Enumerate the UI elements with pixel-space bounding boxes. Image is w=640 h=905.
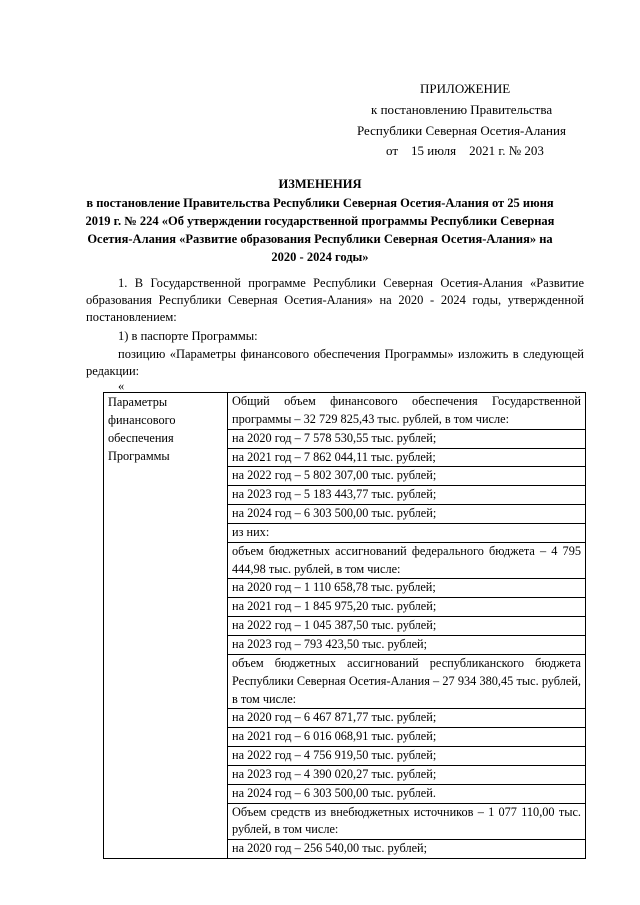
value-row: на 2020 год – 256 540,00 тыс. рублей;: [232, 841, 428, 856]
appendix-line-2: Республики Северная Осетия-Алания: [357, 123, 566, 138]
changes-title-line-3: Осетия-Алания «Развитие образования Республики Северная Осетия-Алания» на: [87, 232, 553, 246]
appendix-heading: ПРИЛОЖЕНИЕ: [420, 81, 511, 96]
value-row: на 2021 год – 1 845 975,20 тыс. рублей;: [228, 598, 585, 617]
value-row: из них:: [228, 524, 585, 543]
parameter-value-cell: [228, 393, 586, 859]
financing-parameters-table: [103, 392, 586, 859]
changes-title-line-4: 2020 - 2024 годы»: [271, 250, 369, 264]
value-row: объем бюджетных ассигнований республиканского бюджета Республики Северная Осетия-Алания – 27 934 380,45 тыс. рублей, в том числе:: [228, 655, 585, 710]
parameter-label-line: финансового: [108, 412, 176, 427]
appendix-line-1: к постановлению Правительства: [371, 102, 553, 117]
item-1: 1) в паспорте Программы:: [118, 329, 258, 343]
value-row: объем бюджетных ассигнований федерального бюджета – 4 795 444,98 тыс. рублей, в том числе:: [228, 543, 585, 580]
parameter-label-line: Параметры: [108, 395, 168, 409]
value-row: на 2023 год – 793 423,50 тыс. рублей;: [228, 636, 585, 655]
value-row: на 2021 год – 7 862 044,11 тыс. рублей;: [228, 449, 585, 468]
value-row: на 2023 год – 4 390 020,27 тыс. рублей;: [228, 766, 585, 785]
value-row: на 2022 год – 5 802 307,00 тыс. рублей;: [228, 467, 585, 486]
changes-title-line-2: 2019 г. № 224 «Об утверждении государственной программы Республики Северная: [85, 214, 555, 228]
value-row: на 2020 год – 6 467 871,77 тыс. рублей;: [228, 709, 585, 728]
paragraph-2: позицию «Параметры финансового обеспечения Программы» изложить в следующей редакции:: [86, 347, 584, 378]
changes-heading: ИЗМЕНЕНИЯ: [278, 177, 362, 191]
value-row: на 2020 год – 7 578 530,55 тыс. рублей;: [228, 430, 585, 449]
value-row: Объем средств из внебюджетных источников – 1 077 110,00 тыс. рублей, в том числе:: [228, 804, 585, 841]
value-row: на 2020 год – 1 110 658,78 тыс. рублей;: [228, 579, 585, 598]
parameter-label-line: Программы: [108, 448, 170, 463]
paragraph-1: 1. В Государственной программе Республики Северная Осетия-Алания «Развитие образования Республики Северная Осетия-Алания» на 2020 - 2024 годы, утвержденной постановлением:: [86, 276, 584, 324]
value-row: на 2024 год – 6 303 500,00 тыс. рублей.: [228, 785, 585, 804]
value-row: на 2022 год – 4 756 919,50 тыс. рублей;: [228, 747, 585, 766]
changes-title-line-1: в постановление Правительства Республики Северная Осетия-Алания от 25 июня: [86, 196, 554, 210]
parameter-label-cell: [104, 393, 228, 859]
value-row: на 2023 год – 5 183 443,77 тыс. рублей;: [228, 486, 585, 505]
parameter-label-line: обеспечения: [108, 430, 174, 445]
appendix-line-3: от 15 июля 2021 г. № 203: [386, 143, 544, 158]
value-row: на 2021 год – 6 016 068,91 тыс. рублей;: [228, 728, 585, 747]
value-row: на 2022 год – 1 045 387,50 тыс. рублей;: [228, 617, 585, 636]
opening-quote: «: [118, 379, 125, 393]
value-row: Общий объем финансового обеспечения Государственной программы – 32 729 825,43 тыс. рублей, в том числе:: [228, 393, 585, 430]
value-row: на 2024 год – 6 303 500,00 тыс. рублей;: [228, 505, 585, 524]
